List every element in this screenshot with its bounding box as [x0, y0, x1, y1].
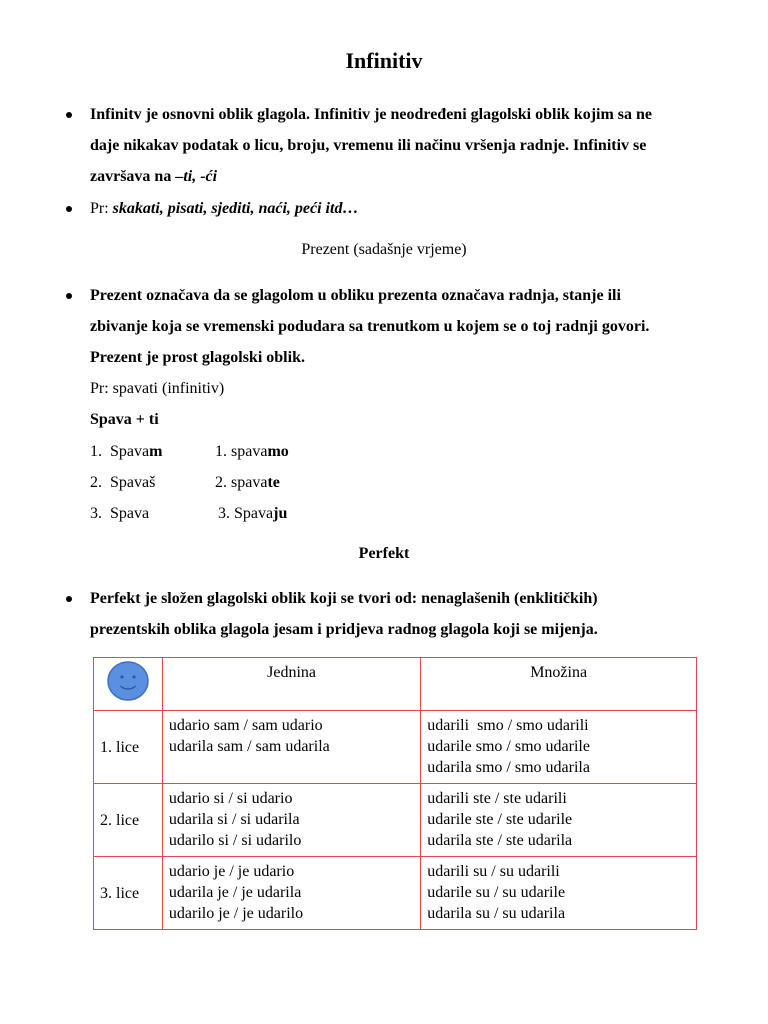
table-cell-mnozina: udarili ste / ste udarili udarile ste / ste udarile udarila ste / ste udarila [421, 784, 697, 857]
infinitiv-paragraph-line: daje nikakav podatak o licu, broju, vremenu ili načinu vršenja radnje. Infinitiv se [90, 137, 647, 154]
row-header-lice: 3. lice [94, 857, 163, 930]
page-title: Infinitiv [345, 48, 423, 73]
prezent-example: Pr: spavati (infinitiv) [90, 380, 225, 397]
conjugation-plural-1: 1. spavamo [215, 443, 289, 460]
prezent-paragraph-line: Prezent je prost glagolski oblik. [90, 349, 305, 366]
smiley-face-icon [107, 661, 149, 701]
conjugation-singular-2: 2. Spavaš [90, 474, 156, 491]
section-heading-prezent: Prezent (sadašnje vrjeme) [301, 241, 467, 258]
example-prefix: Pr: [90, 200, 113, 217]
row-header-lice: 2. lice [94, 784, 163, 857]
bullet-icon [66, 596, 72, 602]
infinitiv-endings: –ti, -ći [175, 168, 218, 185]
prezent-paragraph-line: zbivanje koja se vremenski podudara sa trenutkom u kojem se o toj radnji govori. [90, 318, 650, 335]
prezent-stem: Spava + ti [90, 411, 159, 428]
table-header-row [94, 658, 697, 711]
perfekt-paragraph-line: prezentskih oblika glagola jesam i pridjeva radnog glagola koji se mijenja. [90, 621, 598, 638]
row-header-lice: 1. lice [94, 711, 163, 784]
column-header-jednina: Jednina [162, 658, 420, 711]
conjugation-plural-3: 3. Spavaju [218, 505, 288, 522]
section-heading-perfekt: Perfekt [358, 545, 410, 562]
example-words: skakati, pisati, sjediti, naći, peći itd… [112, 200, 359, 217]
bullet-icon [66, 206, 72, 212]
infinitiv-example [90, 199, 358, 219]
conjugation-singular-1: 1. Spavam [90, 443, 163, 460]
perfekt-paragraph-line: Perfekt je složen glagolski oblik koji se tvori od: nenaglašenih (enklitičkih) [90, 590, 598, 607]
table-row [94, 711, 697, 784]
infinitiv-ending-label: završava na [90, 168, 176, 185]
conjugation-singular-3: 3. Spava [90, 505, 150, 522]
table-cell-mnozina: udarili su / su udarili udarile su / su udarile udarila su / su udarila [421, 857, 697, 930]
infinitiv-paragraph-line [90, 167, 217, 187]
prezent-paragraph-line: Prezent označava da se glagolom u obliku prezenta označava radnja, stanje ili [90, 287, 621, 304]
table-cell-jednina: udario si / si udario udarila si / si udarila udarilo si / si udarilo [162, 784, 420, 857]
bullet-icon [66, 112, 72, 118]
table-cell-jednina: udario sam / sam udario udarila sam / sam udarila [162, 711, 420, 784]
table-cell-mnozina: udarili smo / smo udarili udarile smo / smo udarile udarila smo / smo udarila [421, 711, 697, 784]
table-corner-cell [94, 658, 163, 711]
bullet-icon [66, 293, 72, 299]
conjugation-plural-2: 2. spavate [215, 474, 280, 491]
table-row [94, 857, 697, 930]
table-cell-jednina: udario je / je udario udarila je / je udarila udarilo je / je udarilo [162, 857, 420, 930]
perfekt-table [93, 657, 697, 930]
column-header-mnozina: Množina [421, 658, 697, 711]
table-row [94, 784, 697, 857]
infinitiv-paragraph-line: Infinitv je osnovni oblik glagola. Infinitiv je neodređeni glagolski oblik kojim sa ne [90, 106, 653, 123]
